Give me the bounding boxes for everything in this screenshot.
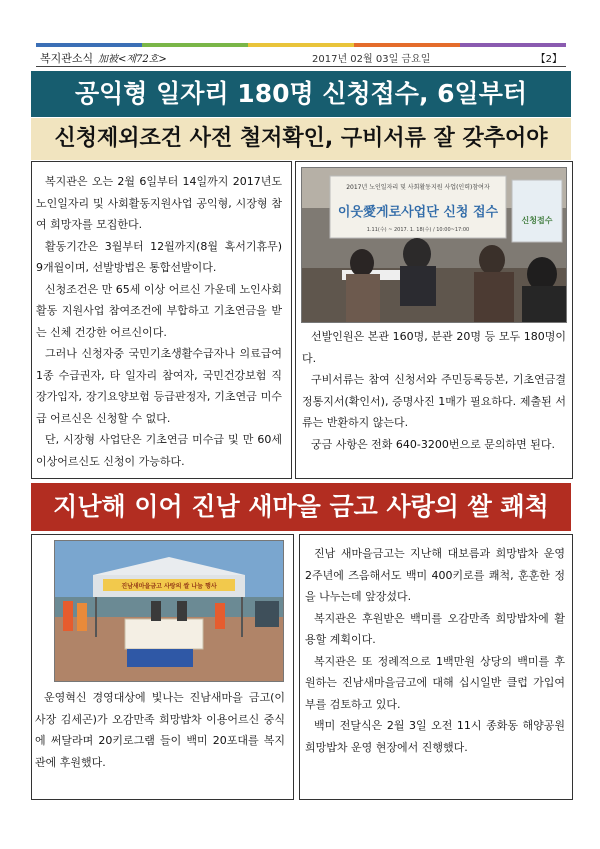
issue-label (98, 50, 167, 65)
photo-banner-line1: 2017년 노인일자리 및 사회활동지원 사업(인력)참여자 (346, 184, 490, 191)
article1-photo (301, 167, 567, 323)
page-header (36, 48, 566, 65)
paragraph: 활동기간은 3월부터 12월까지(8월 혹서기휴무) 9개월이며, 선발방법은 통합선발이다. (36, 239, 282, 274)
newsletter-name: 加被 (98, 54, 118, 65)
article1-photo-image (302, 168, 566, 322)
article1-left-text (36, 171, 282, 472)
section-name: 복지관소식 (40, 52, 94, 65)
paragraph: 궁금 사항은 전화 640-3200번으로 문의하면 된다. (311, 437, 555, 451)
photo-tent-pole-right (241, 597, 243, 637)
photo-side-poster (512, 180, 562, 242)
photo-truck (255, 601, 279, 627)
paragraph: 복지관은 또 정례적으로 1백만원 상당의 백미를 후원하는 진남새마을금고에 대해 십시일반 클럽 가입여부를 검토하고 있다. (305, 654, 565, 711)
photo2-banner-text: 진남새마을금고 사랑의 쌀 나눔 행사 (121, 583, 217, 590)
photo-person-4 (350, 249, 374, 277)
paragraph: 복지관은 후원받은 백미를 오감만족 희망밥차에 활용할 계획이다. (305, 611, 565, 646)
photo-rice-bags (125, 619, 203, 649)
issue-number: <제72호> (118, 54, 167, 65)
article1-headline: 공익형 일자리 180명 신청접수, 6일부터 (31, 71, 571, 117)
paragraph: 백미 전달식은 2월 3일 오전 11시 종화동 해양공원 희망밥차 운영 현장에서 진행했다. (305, 719, 565, 754)
photo-person-center (151, 601, 161, 621)
article2-right-text (305, 543, 565, 758)
page-number: 【2】 (535, 54, 562, 65)
color-strip (36, 43, 566, 47)
photo-banner-date: 1.11(수) ~ 2017. 1. 18(수) / 10:00~17:00 (366, 227, 470, 233)
photo-person-right (215, 603, 225, 629)
photo-person-1 (403, 238, 431, 270)
paragraph: 복지관은 오는 2월 6일부터 14일까지 2017년도 노인일자리 및 사회활동지원사업 공익형, 시장형 참여 희망자를 모집한다. (36, 175, 282, 231)
paragraph: 단, 시장형 사업단은 기초연금 미수급 및 만 60세 이상어르신도 신청이 가능하다. (36, 433, 282, 468)
photo-tent-pole-left (95, 597, 97, 637)
photo-person-2 (479, 245, 505, 275)
photo-person-3 (527, 257, 557, 291)
article1-subheadline: 신청제외조건 사전 철저확인, 구비서류 잘 갖추어야 (31, 118, 571, 160)
paragraph: 그러나 신청자중 국민기초생활수급자나 의료급여 1종 수급권자, 타 일자리 참여자, 국민건강보험 직장가입자, 장기요양보험 등급판정자, 기초연금 미수급 어르신은 신청할 수 없다. (36, 347, 282, 425)
article1-right-text (302, 326, 566, 455)
paragraph: 진남 새마을금고는 지난해 대보름과 희망밥차 운영 2주년에 즈음해서도 백미 400키로를 쾌척, 훈훈한 정을 나누는데 앞장섰다. (305, 547, 565, 603)
photo-person-4-body (346, 274, 380, 322)
photo-person-2-body (474, 272, 514, 322)
article2-photo-image (55, 541, 283, 681)
photo-banner-main: 이웃愛게로사업단 신청 접수 (337, 205, 499, 220)
paragraph: 선발인원은 본관 160명, 분관 20명 등 모두 180명이다. (302, 330, 566, 365)
photo-building (55, 597, 283, 617)
photo-person-center-2 (177, 601, 187, 621)
photo-side-text: 신청접수 (521, 216, 553, 225)
photo-blue-crates (127, 649, 193, 667)
article2-headline: 지난해 이어 진남 새마을 금고 사랑의 쌀 쾌척 (31, 483, 571, 531)
photo-person-left-2 (77, 603, 87, 631)
issue-date: 2017년 02월 03일 금요일 (312, 54, 431, 65)
photo-person-1-body (400, 266, 436, 306)
article2-photo (54, 540, 284, 682)
photo-person-3-body (522, 286, 566, 322)
article2-left-text (35, 687, 285, 773)
paragraph: 신청조건은 만 65세 이상 어르신 가운데 노인사회활동 지원사업 참여조건에 부합하고 기초연금을 받는 신체 건강한 어르신이다. (36, 282, 282, 339)
paragraph: 구비서류는 참여 신청서와 주민등록등본, 기초연금결정통지서(확인서), 증명사진 1매가 필요하다. 제출된 서류는 반환하지 않는다. (302, 373, 566, 429)
photo-person-left (63, 601, 73, 631)
paragraph: 운영혁신 경영대상에 빛나는 진남새마을 금고(이사장 김세곤)가 오감만족 희망밥차 이용어르신 중식에 써달라며 20키로그램 들이 백미 20포대를 복지관에 후원했다. (35, 691, 285, 769)
header-rule (36, 66, 566, 67)
